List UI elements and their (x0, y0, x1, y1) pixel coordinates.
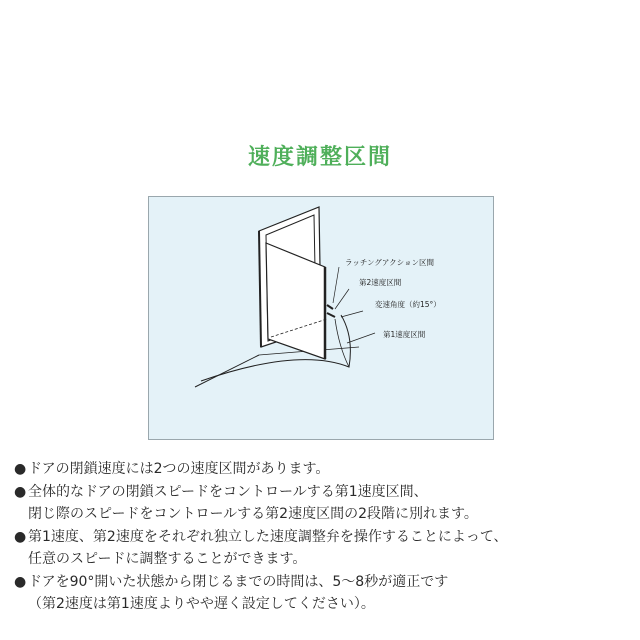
bullet-item-4 (14, 571, 630, 594)
callout-shift-angle: 変速角度（約15°） (375, 300, 441, 309)
bullet-list (14, 458, 630, 616)
bullet-item-1 (14, 458, 630, 481)
bullet-item-4-continuation: （第2速度は第1速度よりやや遅く設定してください）。 (28, 596, 375, 612)
bullet-mark: ● (14, 573, 27, 590)
door-closer-illustration (149, 197, 493, 439)
bullet-text: ドアの閉鎖速度には2つの速度区間があります。 (28, 461, 330, 477)
bullet-item-3-continuation: 任意のスピードに調整することができます。 (28, 551, 307, 567)
callout-first-speed: 第1速度区間 (383, 330, 426, 339)
bullet-text: 全体的なドアの閉鎖スピードをコントロールする第1速度区間、 (28, 483, 428, 500)
bullet-text: 第1速度、第2速度をそれぞれ独立した速度調整弁を操作することによって、 (28, 528, 508, 545)
bullet-mark: ● (14, 483, 27, 500)
bullet-item-3 (14, 526, 630, 549)
bullet-mark: ● (14, 528, 27, 545)
bullet-mark: ● (14, 461, 27, 477)
door-diagram (148, 196, 494, 440)
bullet-text: ドアを90°開いた状態から閉じるまでの時間は、5〜8秒が適正です (28, 573, 449, 590)
bullet-item-2 (14, 481, 630, 504)
callout-latching: ラッチングアクション区間 (345, 258, 434, 267)
callout-second-speed: 第2速度区間 (359, 278, 402, 287)
page-title: 速度調整区間 (247, 145, 392, 170)
bullet-item-2-continuation: 閉じ際のスピードをコントロールする第2速度区間の2段階に別れます。 (28, 506, 478, 522)
